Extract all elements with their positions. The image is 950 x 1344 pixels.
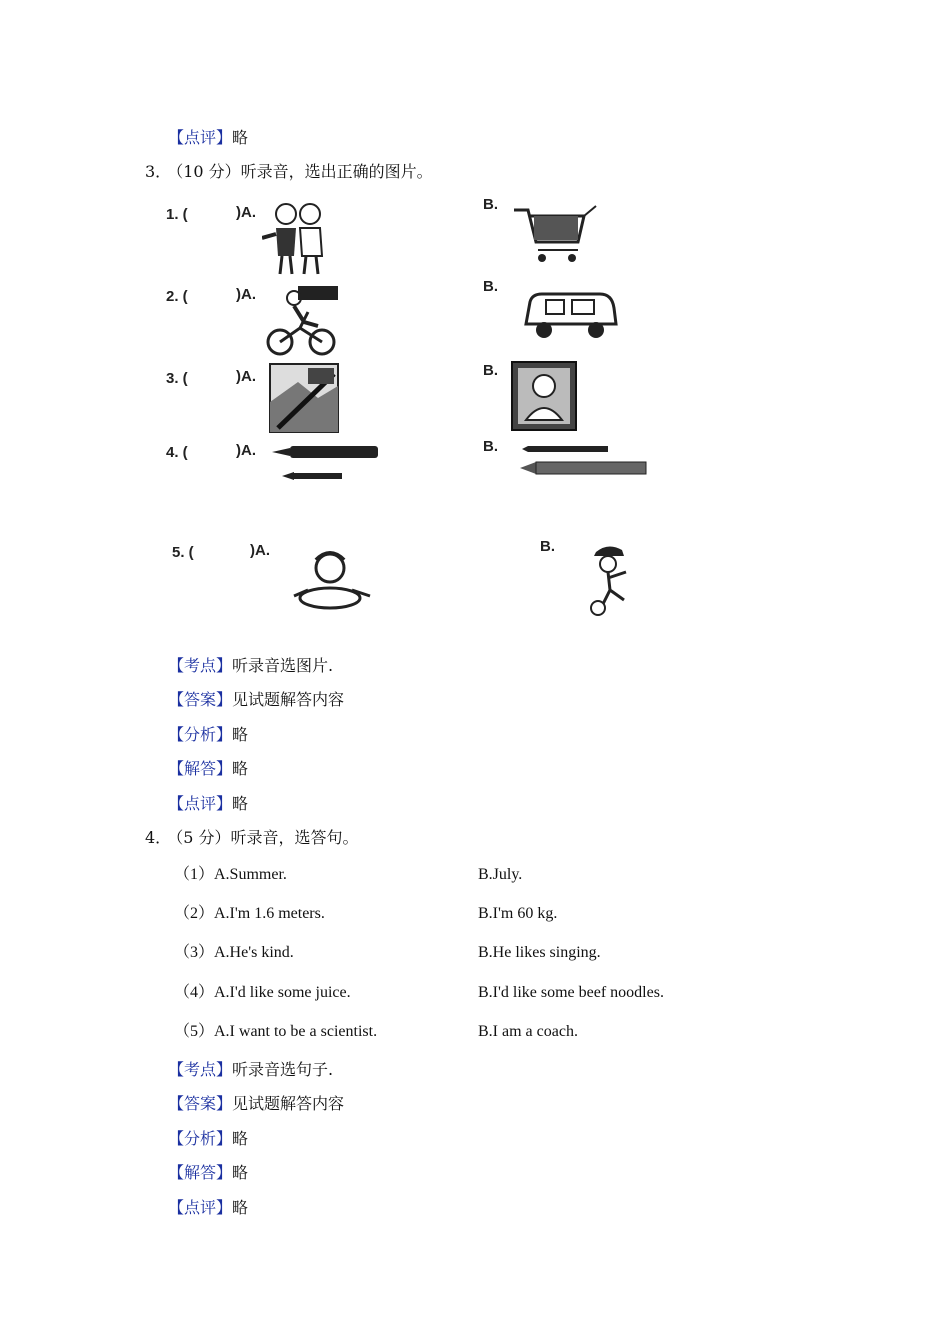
text: 略: [232, 1163, 249, 1182]
row-5-option-a: )A.: [250, 542, 270, 559]
q3-analysis-solution: [168, 759, 248, 779]
tag: 【考点】: [168, 656, 233, 675]
row-4-option-a: )A.: [236, 442, 256, 459]
tag: 【答案】: [168, 1094, 233, 1113]
car-picture: [520, 286, 620, 344]
row-5-number: 5. (: [172, 544, 194, 561]
q3-analysis-answer: [168, 690, 344, 710]
question-3-title: [145, 162, 433, 182]
q4-item-1-a: （1）A.Summer.: [174, 866, 287, 883]
cyclist-picture: [264, 282, 342, 358]
row-5-option-b: B.: [540, 538, 555, 555]
row-3-option-a: )A.: [236, 368, 256, 385]
row-2-option-b: B.: [483, 278, 498, 295]
row-2-option-a: )A.: [236, 286, 256, 303]
question-text: （5 分）听录音，选答句。: [175, 828, 359, 847]
shopping-cart-picture: [508, 202, 598, 266]
tag: 【考点】: [168, 1060, 233, 1079]
text: 听录音选图片.: [232, 656, 334, 675]
tag: 【分析】: [168, 1129, 233, 1148]
football-player-picture: [584, 542, 648, 618]
pen-and-pencil-picture: [518, 442, 648, 478]
q4-analysis-answer: [168, 1094, 344, 1114]
q4-analysis-review: [168, 1198, 248, 1218]
q4-item-4-b: B.I'd like some beef noodles.: [478, 984, 664, 1001]
q4-item-2-a: （2）A.I'm 1.6 meters.: [174, 905, 325, 922]
q4-item-5-a: （5）A.I want to be a scientist.: [174, 1023, 378, 1040]
picture-choices: [160, 190, 660, 630]
text: 听录音选句子.: [232, 1060, 334, 1079]
q4-analysis-solution: [168, 1163, 248, 1183]
q3-analysis-review: [168, 794, 248, 814]
row-2-number: 2. (: [166, 288, 188, 305]
question-text: （10 分）听录音，选出正确的图片。: [175, 162, 433, 181]
row-3-option-b: B.: [483, 362, 498, 379]
landscape-painting-picture: [268, 362, 340, 434]
portrait-picture: [510, 360, 578, 432]
row-1-number: 1. (: [166, 206, 188, 223]
review-line: [168, 128, 248, 148]
swimming-child-picture: [290, 546, 376, 616]
q4-item-5-b: B.I am a coach.: [478, 1023, 578, 1040]
text: 略: [232, 1129, 249, 1148]
q4-item-1-b: B.July.: [478, 866, 523, 883]
q3-analysis-analysis: [168, 725, 248, 745]
q4-item-3-a: （3）A.He's kind.: [174, 944, 294, 961]
text: 略: [232, 725, 249, 744]
q4-item-3-b: B.He likes singing.: [478, 944, 601, 961]
tag: 【答案】: [168, 690, 233, 709]
row-4-number: 4. (: [166, 444, 188, 461]
row-1-option-a: )A.: [236, 204, 256, 221]
tag: 【点评】: [168, 1198, 233, 1217]
q4-analysis-analysis: [168, 1129, 248, 1149]
text: 略: [232, 759, 249, 778]
q4-analysis-point: [168, 1060, 333, 1080]
row-3-number: 3. (: [166, 370, 188, 387]
tag: 【解答】: [168, 1163, 233, 1182]
question-4-title: [145, 828, 358, 848]
people-pointing-picture: [262, 198, 332, 278]
text: 见试题解答内容: [232, 690, 345, 709]
question-number: 3．: [145, 162, 172, 181]
question-number: 4．: [145, 828, 172, 847]
text: 略: [232, 1198, 249, 1217]
text: 略: [232, 794, 249, 813]
tag: 【解答】: [168, 759, 233, 778]
review-text: 略: [232, 128, 249, 147]
row-1-option-b: B.: [483, 196, 498, 213]
text: 见试题解答内容: [232, 1094, 345, 1113]
pens-picture: [270, 442, 382, 482]
q4-item-2-b: B.I'm 60 kg.: [478, 905, 558, 922]
q3-analysis-point: [168, 656, 333, 676]
row-4-option-b: B.: [483, 438, 498, 455]
tag: 【点评】: [168, 794, 233, 813]
tag: 【分析】: [168, 725, 233, 744]
q4-item-4-a: （4）A.I'd like some juice.: [174, 984, 351, 1001]
review-tag: 【点评】: [168, 128, 233, 147]
